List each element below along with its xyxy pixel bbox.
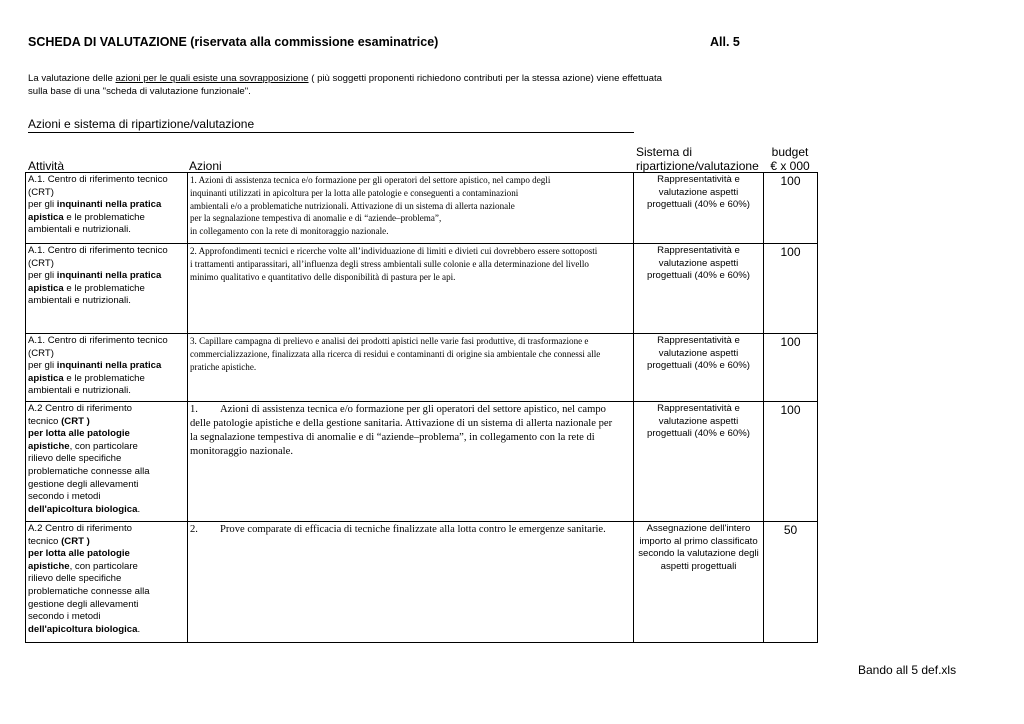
table-row (26, 334, 818, 402)
column-header-sistema: Sistema di ripartizione/valutazione (636, 145, 759, 173)
document-title: SCHEDA DI VALUTAZIONE (riservata alla commissione esaminatrice) (28, 35, 439, 49)
sistema-cell: Assegnazione dell'intero importo al primo classificato secondo la valutazione degli aspetti progettuali (634, 522, 764, 643)
table-row (26, 173, 818, 244)
sistema-cell: Rappresentatività e valutazione aspetti progettuali (40% e 60%) (634, 334, 764, 402)
section-title: Azioni e sistema di ripartizione/valutazione (28, 117, 634, 133)
budget-cell: 100 (764, 244, 818, 334)
budget-cell: 50 (764, 522, 818, 643)
attivita-cell: A.1. Centro di riferimento tecnico (CRT) per gli inquinanti nella pratica apistica e le problematiche ambientali e nutrizionali. (26, 334, 188, 402)
evaluation-table (25, 172, 818, 643)
azioni-cell: 2. Approfondimenti tecnici e ricerche volte all’individuazione di limiti e divieti cui dovrebbero essere sottoposti i trattamenti antiparassitari, all’influenza degli stress ambientali sulle colonie e alla determinazione del livello minimo qualitativo e quantitativo delle disponibilità di pastura per le api. (188, 244, 634, 334)
table-row (26, 402, 818, 522)
budget-cell: 100 (764, 402, 818, 522)
column-header-attivita: Attività (28, 159, 65, 173)
footer-filename: Bando all 5 def.xls (858, 663, 957, 677)
azioni-cell: 3. Capillare campagna di prelievo e analisi dei prodotti apistici nelle varie fasi produttive, di trasformazione e commercializzazione, finalizzata alla ricerca di residui e contaminanti di origine sia ambientale che connessi alle pratiche apistiche. (188, 334, 634, 402)
azioni-cell: 1. Azioni di assistenza tecnica e/o formazione per gli operatori del settore apistico, nel campo delle patologie apistiche e della gestione sanitaria. Attivazione di un sistema di allerta nazionale per la segnalazione tempestiva di anomalie e di “aziende–problema”, in collegamento con la rete di monitoraggio nazionale. (188, 402, 634, 522)
budget-cell: 100 (764, 334, 818, 402)
table-row (26, 522, 818, 643)
attachment-label: All. 5 (710, 35, 740, 49)
sistema-cell: Rappresentatività e valutazione aspetti progettuali (40% e 60%) (634, 244, 764, 334)
column-header-budget: budget € x 000 (770, 145, 810, 173)
azioni-cell: 2. Prove comparate di efficacia di tecniche finalizzate alla lotta contro le emergenze sanitarie. (188, 522, 634, 643)
attivita-cell: A.2 Centro di riferimento tecnico (CRT ) per lotta alle patologie apistiche, con particolare rilievo delle specifiche problematiche connesse alla gestione degli allevamenti secondo i metodi dell'apicoltura biologica. (26, 522, 188, 643)
table-row (26, 244, 818, 334)
intro-underlined: azioni per le quali esiste una sovrapposizione (115, 73, 309, 84)
attivita-cell: A.2 Centro di riferimento tecnico (CRT ) per lotta alle patologie apistiche, con particolare rilievo delle specifiche problematiche connesse alla gestione degli allevamenti secondo i metodi dell'apicoltura biologica. (26, 402, 188, 522)
sistema-cell: Rappresentatività e valutazione aspetti progettuali (40% e 60%) (634, 173, 764, 244)
azioni-cell: 1. Azioni di assistenza tecnica e/o formazione per gli operatori del settore apistico, nel campo degli inquinanti utilizzati in apicoltura per la lotta alle patologie e conseguenti a contaminazioni ambientali e/o a problematiche nutrizionali. Attivazione di un sistema di allerta nazionale per la segnalazione tempestiva di anomalie e di “aziende–problema”, in collegamento con la rete di monitoraggio nazionale. (188, 173, 634, 244)
column-header-azioni: Azioni (189, 159, 222, 173)
sistema-cell: Rappresentatività e valutazione aspetti progettuali (40% e 60%) (634, 402, 764, 522)
attivita-cell: A.1. Centro di riferimento tecnico (CRT) per gli inquinanti nella pratica apistica e le problematiche ambientali e nutrizionali. (26, 244, 188, 334)
intro-text: La valutazione delle azioni per le quali esiste una sovrapposizione ( più soggetti proponenti richiedono contributi per la stessa azione) viene effettuata sulla base di una "scheda di valutazione funzionale". (28, 73, 662, 97)
attivita-cell: A.1. Centro di riferimento tecnico (CRT) per gli inquinanti nella pratica apistica e le problematiche ambientali e nutrizionali. (26, 173, 188, 244)
budget-cell: 100 (764, 173, 818, 244)
